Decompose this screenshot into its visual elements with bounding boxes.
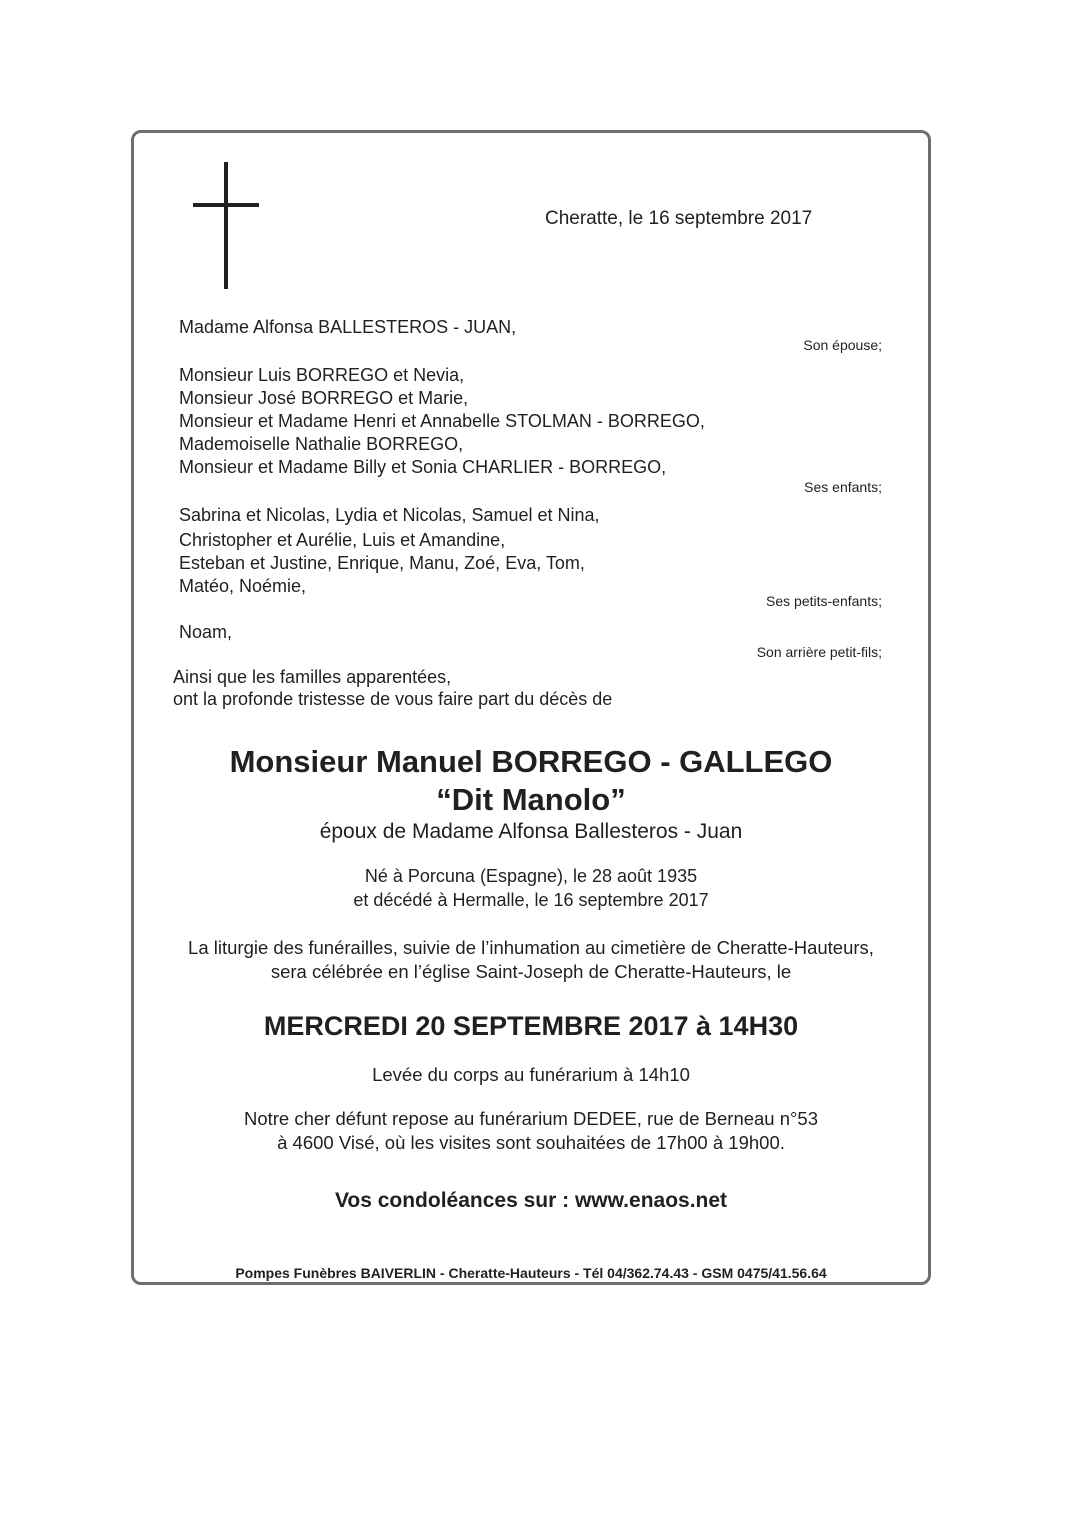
family-line: Esteban et Justine, Enrique, Manu, Zoé, Eva, Tom, — [179, 553, 585, 573]
cross-icon — [224, 162, 228, 289]
role-label: Son arrière petit-fils; — [756, 644, 882, 660]
intro-line: Ainsi que les familles apparentées, — [173, 667, 452, 687]
liturgy-block — [131, 936, 931, 984]
family-line: Monsieur et Madame Henri et Annabelle STOLMAN - BORREGO, — [179, 411, 705, 431]
birth-death-block — [131, 864, 931, 912]
spouse-line: époux de Madame Alfonsa Ballesteros - Juan — [319, 820, 743, 843]
role-label: Ses petits-enfants; — [766, 593, 882, 609]
family-line: Noam, — [179, 622, 233, 642]
family-line: Christopher et Aurélie, Luis et Amandine, — [179, 530, 506, 550]
family-line: Monsieur et Madame Billy et Sonia CHARLIER - BORREGO, — [179, 457, 667, 477]
levee-line: Levée du corps au funérarium à 14h10 — [372, 1064, 690, 1085]
intro-line: ont la profonde tristesse de vous faire part du décès de — [173, 689, 613, 709]
role-label: Son épouse; — [803, 337, 882, 353]
role-label: Ses enfants; — [804, 479, 882, 495]
family-line: Monsieur José BORREGO et Marie, — [179, 388, 469, 408]
family-line: Monsieur Luis BORREGO et Nevia, — [179, 365, 465, 385]
nickname: “Dit Manolo” — [436, 782, 626, 817]
ceremony-datetime: MERCREDI 20 SEPTEMBRE 2017 à 14H30 — [263, 1011, 799, 1041]
cross-icon-bar — [193, 203, 259, 207]
rest-block — [131, 1107, 931, 1155]
death-line: et décédé à Hermalle, le 16 septembre 2017 — [353, 890, 709, 910]
deceased-name: Monsieur Manuel BORREGO - GALLEGO — [229, 744, 833, 779]
family-line: Matéo, Noémie, — [179, 576, 307, 596]
family-line: Mademoiselle Nathalie BORREGO, — [179, 434, 464, 454]
place-date: Cheratte, le 16 septembre 2017 — [545, 208, 813, 229]
funeral-home-footer: Pompes Funèbres BAIVERLIN - Cheratte-Hauteurs - Tél 04/362.74.43 - GSM 0475/41.56.64 — [235, 1265, 827, 1281]
liturgy-line: La liturgie des funérailles, suivie de l’inhumation au cimetière de Cheratte-Hauteurs, — [188, 937, 874, 958]
family-line: Sabrina et Nicolas, Lydia et Nicolas, Samuel et Nina, — [179, 505, 600, 525]
family-line: Madame Alfonsa BALLESTEROS - JUAN, — [179, 317, 517, 337]
condolences-line: Vos condoléances sur : www.enaos.net — [334, 1189, 728, 1212]
rest-line: Notre cher défunt repose au funérarium DEDEE, rue de Berneau n°53 — [243, 1108, 819, 1129]
birth-line: Né à Porcuna (Espagne), le 28 août 1935 — [364, 866, 698, 886]
liturgy-line: sera célébrée en l’église Saint-Joseph de Cheratte-Hauteurs, le — [270, 961, 792, 982]
rest-line: à 4600 Visé, où les visites sont souhaitées de 17h00 à 19h00. — [277, 1132, 785, 1153]
